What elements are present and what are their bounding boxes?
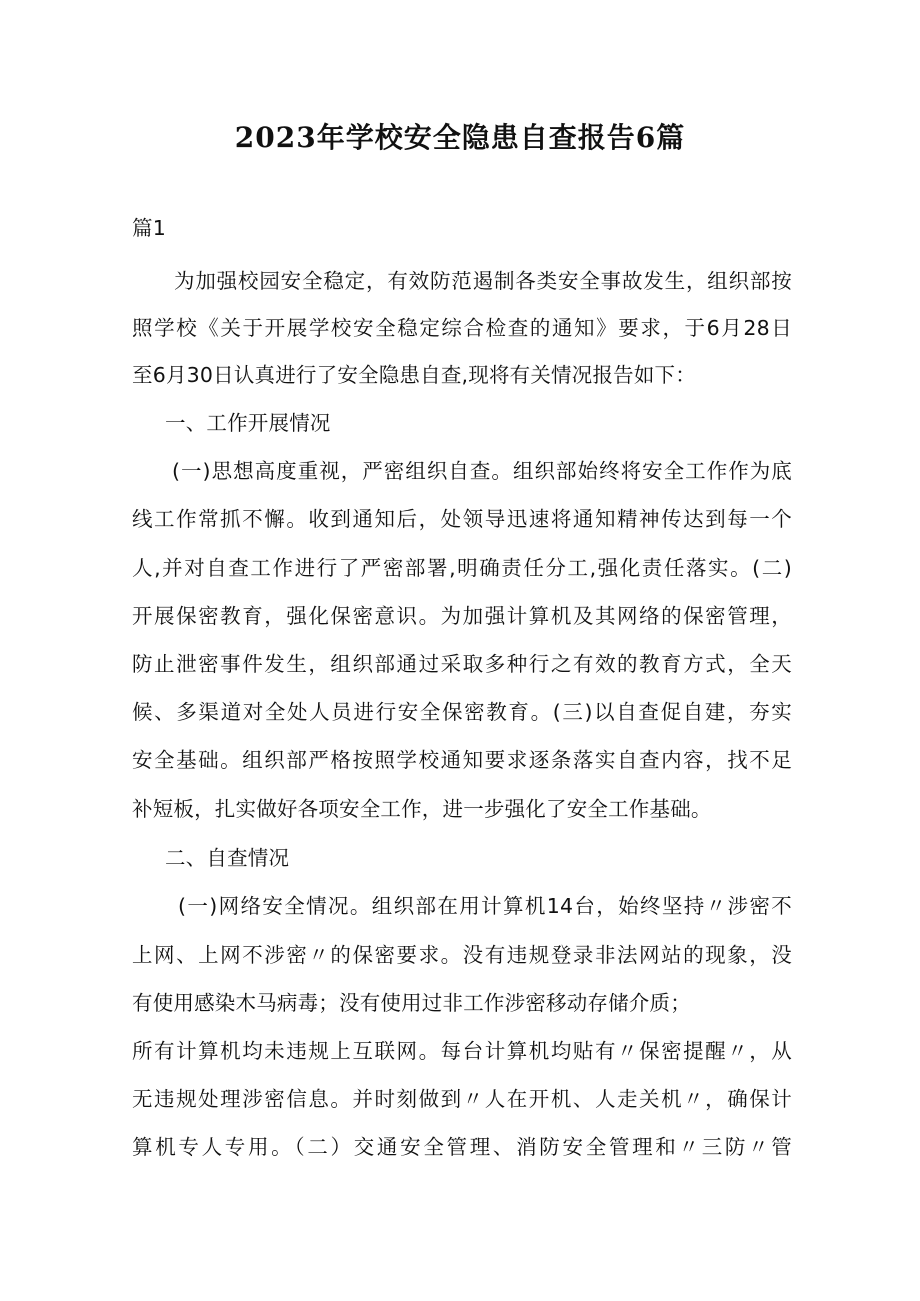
section-heading-1: 一、工作开展情况	[165, 411, 331, 435]
paragraph-line: 为加强校园安全稳定，有效防范遏制各类安全事故发生，组织部按	[174, 269, 792, 293]
section-label-pian1: 篇1	[132, 216, 166, 240]
paragraph-line: (一)思想高度重视，严密组织自查。组织部始终将安全工作作为底	[172, 459, 792, 483]
paragraph-line: 无违规处理涉密信息。并时刻做到〃人在开机、人走关机〃，确保计	[132, 1087, 792, 1111]
paragraph-line: 上网、上网不涉密〃的保密要求。没有违规登录非法网站的现象，没	[132, 943, 792, 967]
document-title: 2023年学校安全隐患自查报告6篇	[234, 121, 686, 154]
paragraph-line: 至6月30日认真进行了安全隐患自查,现将有关情况报告如下：	[132, 363, 696, 387]
paragraph-line: 所有计算机均未违规上互联网。每台计算机均贴有〃保密提醒〃，从	[132, 1039, 792, 1063]
paragraph-line: 开展保密教育，强化保密意识。为加强计算机及其网络的保密管理，	[132, 604, 792, 628]
paragraph-line: 照学校《关于开展学校安全稳定综合检查的通知》要求，于6月28日	[132, 316, 792, 340]
paragraph-line: 候、多渠道对全处人员进行安全保密教育。(三)以自查促自建，夯实	[132, 700, 792, 724]
paragraph-line: 防止泄密事件发生，组织部通过采取多种行之有效的教育方式，全天	[132, 652, 792, 676]
paragraph-line: 有使用感染木马病毒；没有使用过非工作涉密移动存储介质；	[132, 991, 691, 1015]
paragraph-line: 算机专人专用。（二）交通安全管理、消防安全管理和〃三防〃管	[132, 1135, 792, 1159]
paragraph-line: 人,并对自查工作进行了严密部署,明确责任分工,强化责任落实。(二)	[132, 556, 792, 580]
paragraph-line: 安全基础。组织部严格按照学校通知要求逐条落实自查内容，找不足	[132, 748, 792, 772]
paragraph-line: 线工作常抓不懈。收到通知后，处领导迅速将通知精神传达到每一个	[132, 507, 792, 531]
paragraph-line: (一)网络安全情况。组织部在用计算机14台，始终坚持〃涉密不	[178, 894, 792, 918]
section-heading-2: 二、自查情况	[165, 846, 290, 870]
paragraph-line: 补短板，扎实做好各项安全工作，进一步强化了安全工作基础。	[132, 797, 712, 821]
